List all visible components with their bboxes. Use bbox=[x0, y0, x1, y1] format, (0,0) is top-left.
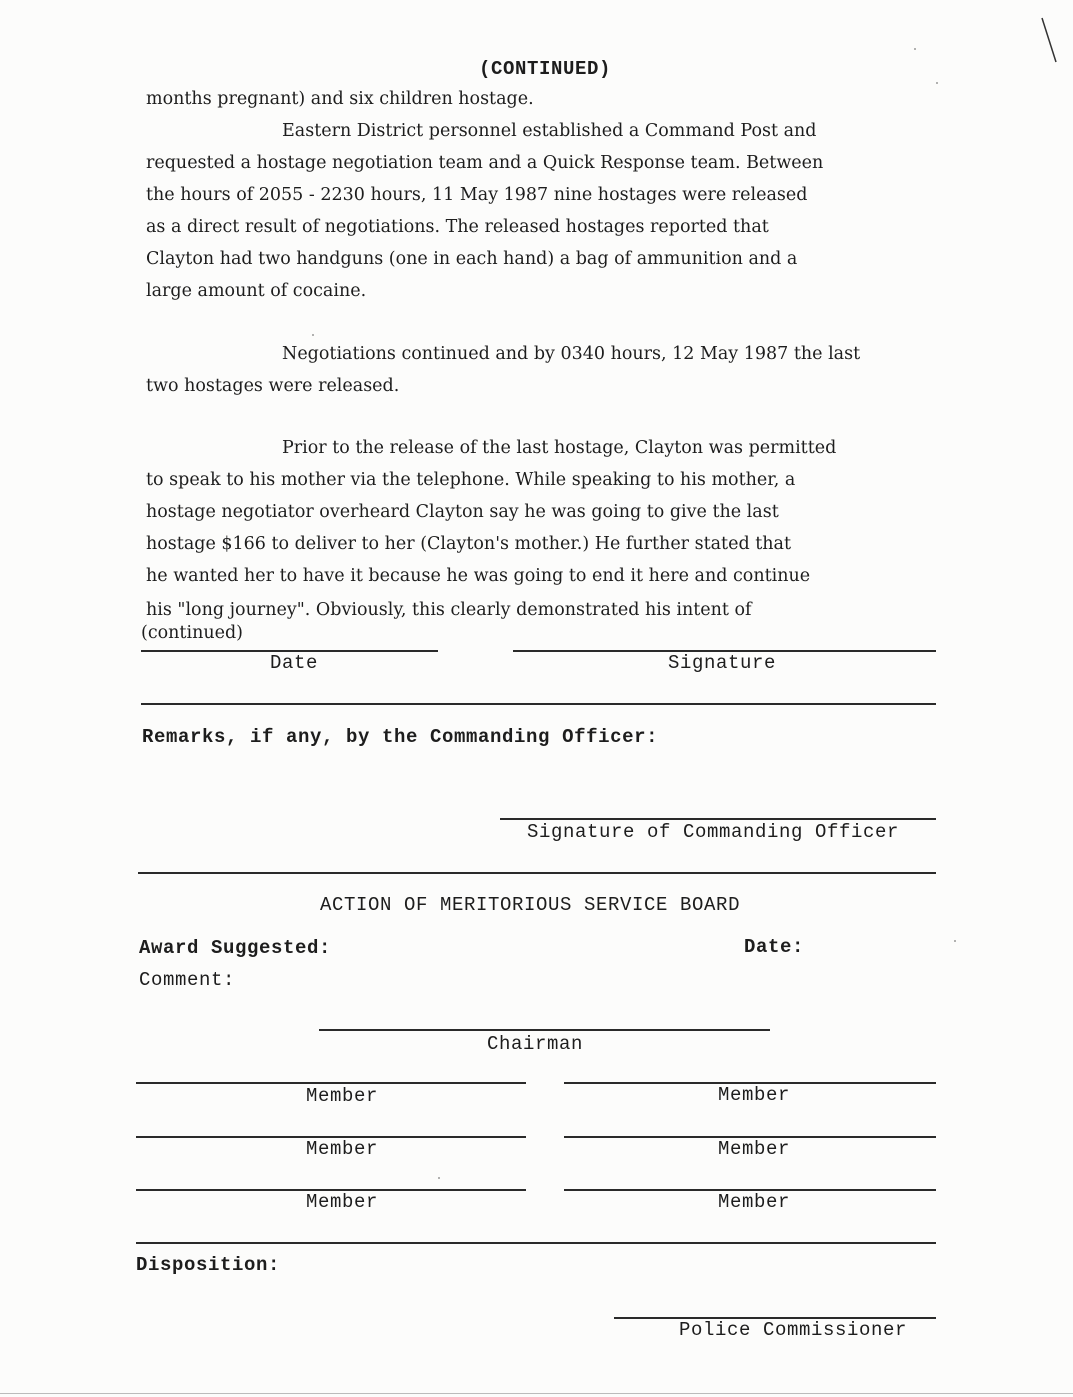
narrative-line: months pregnant) and six children hostage. bbox=[146, 89, 534, 109]
narrative-line: Eastern District personnel established a Command Post and bbox=[282, 121, 817, 141]
comment-label: Comment: bbox=[139, 969, 236, 991]
section-divider bbox=[141, 703, 936, 705]
award-suggested-label: Award Suggested: bbox=[139, 937, 332, 959]
narrative-line: large amount of cocaine. bbox=[146, 281, 367, 301]
member-label: Member bbox=[306, 1085, 379, 1107]
narrative-line: Negotiations continued and by 0340 hours, 12 May 1987 the last bbox=[282, 344, 861, 364]
section-divider bbox=[138, 872, 936, 874]
narrative-line: the hours of 2055 - 2230 hours, 11 May 1987 nine hostages were released bbox=[146, 185, 808, 205]
member-label: Member bbox=[306, 1191, 379, 1213]
scan-speck bbox=[312, 334, 314, 336]
disposition-label: Disposition: bbox=[136, 1254, 281, 1276]
narrative-line: he wanted her to have it because he was going to end it here and continue bbox=[146, 566, 811, 586]
narrative-line: Prior to the release of the last hostage, Clayton was permitted bbox=[282, 438, 837, 458]
remarks-label: Remarks, if any, by the Commanding Officer: bbox=[142, 726, 659, 748]
continued-header: (CONTINUED) bbox=[479, 58, 612, 80]
date-label: Date bbox=[270, 652, 319, 674]
narrative-line: as a direct result of negotiations. The released hostages reported that bbox=[146, 217, 769, 237]
scan-speck bbox=[954, 940, 956, 942]
commissioner-label: Police Commissioner bbox=[679, 1319, 908, 1341]
chairman-label: Chairman bbox=[487, 1033, 584, 1055]
narrative-line: Clayton had two handguns (one in each hand) a bag of ammunition and a bbox=[146, 249, 798, 269]
signature-label: Signature bbox=[668, 652, 777, 674]
narrative-line: to speak to his mother via the telephone. While speaking to his mother, a bbox=[146, 470, 796, 490]
section-divider bbox=[136, 1242, 936, 1244]
page-edge bbox=[0, 1393, 1073, 1394]
scan-mark bbox=[1038, 16, 1062, 66]
member-line bbox=[136, 1082, 526, 1084]
narrative-line: hostage $166 to deliver to her (Clayton's mother.) He further stated that bbox=[146, 534, 791, 554]
narrative-line: hostage negotiator overheard Clayton say he was going to give the last bbox=[146, 502, 779, 522]
board-date-label: Date: bbox=[744, 936, 805, 958]
member-label: Member bbox=[718, 1084, 791, 1106]
scan-speck bbox=[914, 48, 916, 50]
scan-speck bbox=[936, 82, 938, 84]
member-label: Member bbox=[306, 1138, 379, 1160]
member-label: Member bbox=[718, 1138, 791, 1160]
scan-speck bbox=[438, 1177, 440, 1179]
board-title: ACTION OF MERITORIOUS SERVICE BOARD bbox=[320, 894, 741, 916]
narrative-line: his "long journey". Obviously, this clearly demonstrated his intent of bbox=[146, 600, 752, 620]
narrative-line: requested a hostage negotiation team and a Quick Response team. Between bbox=[146, 153, 824, 173]
chairman-line bbox=[319, 1029, 770, 1031]
co-signature-line bbox=[500, 818, 936, 820]
member-label: Member bbox=[718, 1191, 791, 1213]
co-signature-label: Signature of Commanding Officer bbox=[527, 821, 900, 843]
narrative-line: two hostages were released. bbox=[146, 376, 400, 396]
narrative-line: (continued) bbox=[141, 623, 243, 643]
